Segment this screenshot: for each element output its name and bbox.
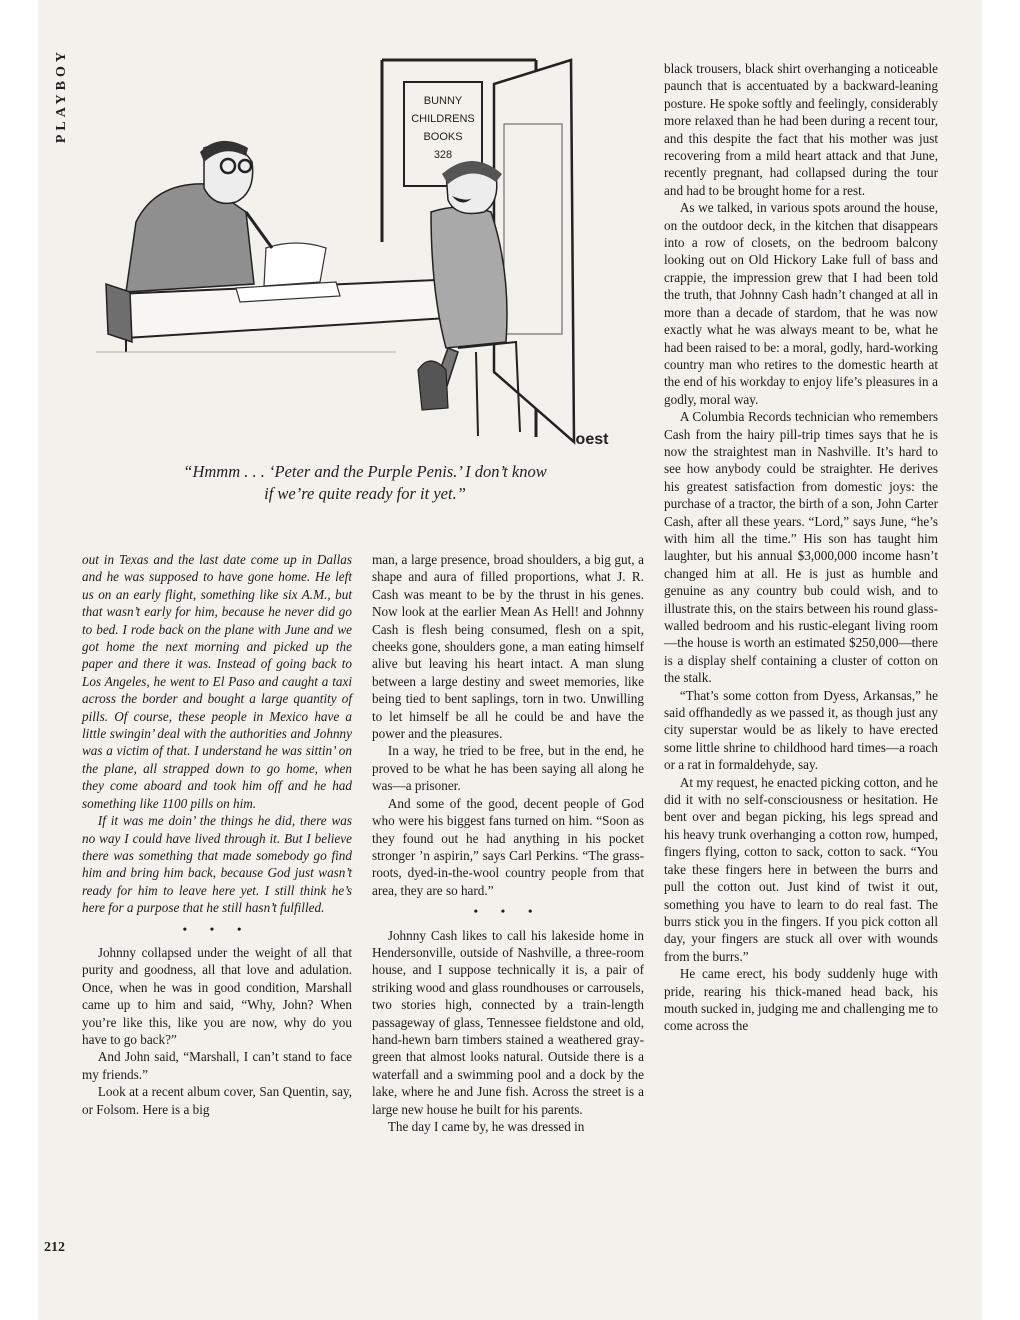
text-column-3 (664, 60, 938, 1035)
paragraph: man, a large presence, broad shoulders, a big gut, a shape and aura of filled proportions, what J. R. Cash was meant to be by the thrust in his genes. Now look at the earlier Mean As Hell! and Johnny Cash is flesh being consumed, flesh on a spit, cheeks gone, shoulders gone, a man eating himself alive but leaving his heart intact. A man slung between a large destiny and sweet memories, like being tied to bent saplings, torn in two. Unwilling to let himself be all he could be and have the power and the pleasures. (372, 552, 644, 742)
door-sign-line-3: BOOKS (423, 131, 463, 143)
text-column-2 (372, 551, 644, 1135)
paragraph: In a way, he tried to be free, but in the end, he proved to be what he has been saying all along he was—a prisoner. (372, 743, 644, 794)
paragraph: And John said, “Marshall, I can’t stand to face my friends.” (82, 1049, 352, 1082)
cartoon-caption (100, 461, 630, 505)
door-sign-line-2: CHILDRENS (411, 113, 475, 125)
paragraph: Johnny Cash likes to call his lakeside home in Hendersonville, outside of Nashville, a three-room house, and I suppose technically it is, a pair of striking wood and glass roundhouses or carrousels, two stories high, connected by a train-length passageway of glass, Tennessee fieldstone and old, hand-hewn barn timbers stained a weathered gray-green that almost looks natural. Outside there is a waterfall and a swimming pool and a dock by the lake, where he and June fish. Across the street is a large new house he built for his parents. (372, 927, 644, 1117)
masthead: PLAYBOY (54, 48, 69, 144)
paragraph: As we talked, in various spots around the house, on the outdoor deck, in the kitchen that disappears into a row of closets, on the bedroom balcony looking out on Old Hickory Lake full of bass and crappie, the impression grew that I had been told the truth, that Johnny Cash hadn’t changed at all in more than a decade of stardom, that he was now exactly what he was always meant to be, what he had been raised to be: a moral, godly, hard-working country man who retires to the domestic hearth at the end of his workday to enjoy life’s pleasures in a godly, moral way. (664, 200, 938, 407)
paragraph: Johnny collapsed under the weight of all that purity and goodness, all that love and adulation. Once, when he was in good condition, Marshall came up to him and said, “Why, John? When you’re like this, like you are now, why do you have to go back?” (82, 944, 352, 1047)
section-separator: • • • (473, 904, 543, 919)
paragraph: If it was me doin’ the things he did, there was no way I could have lived through it. But I believe there was something that made somebody go find him and bring him back, because God just wasn’t ready for him to leave here yet. I still think he’s here for a purpose that he still hasn’t fulfilled. (82, 813, 352, 916)
door-sign-line-4: 328 (433, 149, 453, 161)
caption-line-1: “Hmmm . . . ‘Peter and the Purple Penis.’ I don’t know (183, 462, 547, 481)
author-hat (418, 361, 448, 410)
paragraph: And some of the good, decent people of God who were his biggest fans turned on him. “Soon as they found out he had anything in his pocket stronger ’n aspirin,” says Carl Perkins. “The grass-roots, dyed-in-the-wool country people from that area, they are so hard.” (372, 795, 644, 898)
paragraph: At my request, he enacted picking cotton, and he did it with no self-consciousness or hesitation. He bent over and began picking, his legs spread and his heavy trunk overhanging a cotton row, humped, fingers flying, cotton to sack, cotton to sack. “You take these fingers here in between the burrs and pull the cotton out. Just kind of twist it out, something you have to learn to do real fast. The burrs stick you in the fingers. If you pick cotton all day, your fingers are stuck all over with wounds from the burrs.” (664, 774, 938, 964)
paragraph: “That’s some cotton from Dyess, Arkansas,” he said offhandedly as we passed it, as though just any city superstar would be as likely to have erected some little shrine to childhood hard times—a roach or a rat in formaldehyde, say. (664, 687, 938, 773)
section-separator: • • • (182, 921, 252, 936)
paragraph: The day I came by, he was dressed in (387, 1119, 585, 1134)
paper-sheet (264, 243, 326, 286)
paragraph: out in Texas and the last date come up in Dallas and he was supposed to have gone home. He left us on an early flight, something like six A.M., but that wasn’t early for him, because he never did go to bed. I rode back on the plane with June and we got home the next morning and picked up the paper and there it was. Instead of going back to Los Angeles, he went to El Paso and caught a taxi across the border and bought a large quantity of pills. Of course, these people in Mexico have a little swingin’ deal with the authorities and Johnny was a victim of that. I understand he was sittin’ on the plane, all strapped down to go home, when they come aboard and took him off and he had something like 1100 pills on him. (82, 552, 352, 811)
page-number: 212 (44, 1240, 65, 1255)
text-column-1 (82, 551, 352, 1118)
paragraph: He came erect, his body suddenly huge with pride, rearing his thick-maned head back, his mouth sucked in, judging me and challenging me to come across the (664, 966, 938, 1034)
author-figure (431, 207, 507, 348)
editor-chair (106, 284, 132, 342)
paragraph: A Columbia Records technician who remembers Cash from the hairy pill-trip times says that he is now the straightest man in Nashville. It’s hard to see how anybody could be straighter. He derives his greatest satisfaction from domestic joys: the purchase of a tractor, the birth of a son, John Carter Cash, after all these years. “Lord,” says June, “he’s with him all the time.” His son has taught him laughter, but his annual $3,000,000 income hasn’t changed him at all. He is just as humble and genuine as any country bub could wish, and to illustrate this, on the stairs between his round glass-walled bedroom and his rustic-elegant living room—the house is worth an estimated $250,000—there is a display shelf containing a cluster of cotton on the stalk. (664, 409, 938, 686)
door-sign-line-1: BUNNY (423, 95, 463, 107)
cartoon-illustration (96, 52, 626, 452)
cartoonist-signature: oest (575, 431, 609, 448)
caption-line-2: if we’re quite ready for it yet.” (264, 484, 466, 503)
paragraph: Look at a recent album cover, San Quentin, say, or Folsom. Here is a big (82, 1084, 352, 1117)
paragraph: black trousers, black shirt overhanging a noticeable paunch that is accentuated by a backward-leaning posture. He spoke softly and feelingly, considerably more relaxed than he had been during a recent tour, and this despite the fact that his mother was just recovering from a mild heart attack and that June, recently pregnant, had collapsed during the tour and had to be brought home for a rest. (664, 61, 938, 198)
